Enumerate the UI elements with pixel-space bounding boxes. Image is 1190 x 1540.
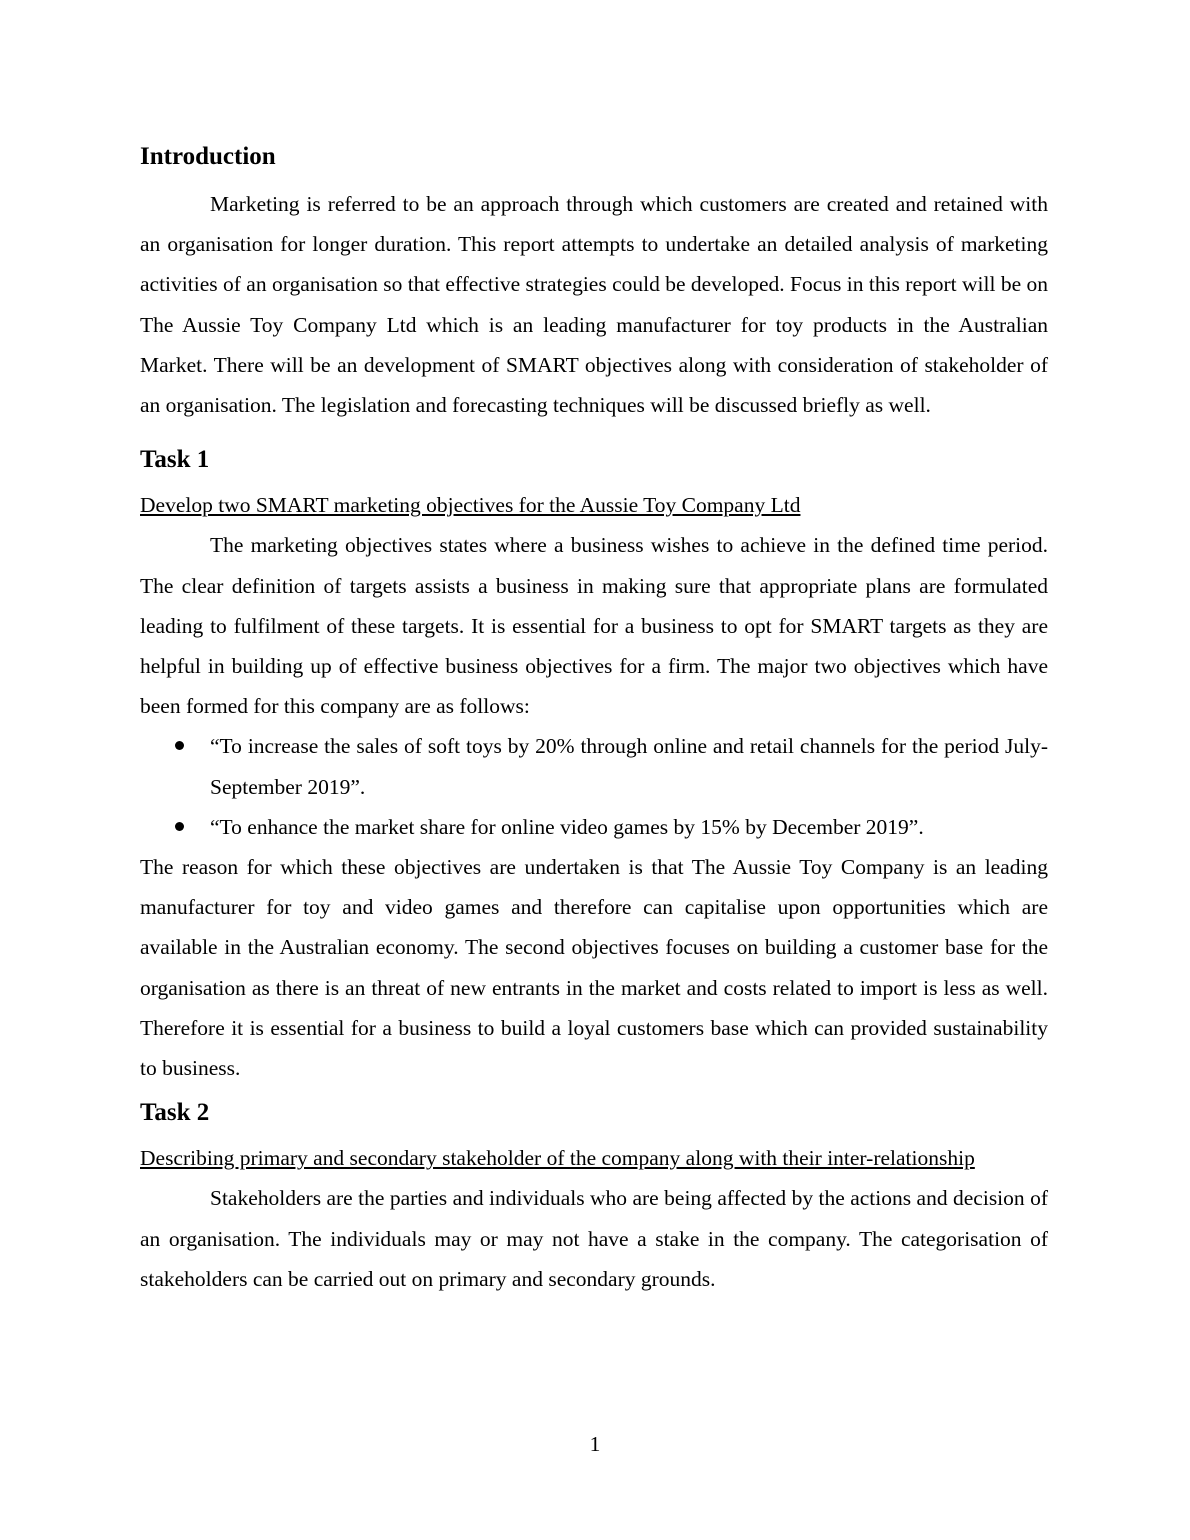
- task2-heading: Task 2: [140, 1099, 210, 1127]
- bullet-icon: [175, 741, 184, 750]
- task2-paragraph: Stakeholders are the parties and individuals who are being affected by the actions and decision of an organisation. The individuals may or may not have a stake in the company. The categorisation of stakeholders can be carried out on primary and secondary grounds.: [140, 1186, 1048, 1291]
- introduction-paragraph: Marketing is referred to be an approach through which customers are created and retained with an organisation for longer duration. This report attempts to undertake an detailed analysis of marketing activities of an organisation so that effective strategies could be developed. Focus in this report will be on The Aussie Toy Company Ltd which is an leading manufacturer for toy products in the Australian Market. There will be an development of SMART objectives along with consideration of stakeholder of an organisation. The legislation and forecasting techniques will be discussed briefly as well.: [140, 192, 1048, 418]
- task1-paragraph: The marketing objectives states where a business wishes to achieve in the defined time period. The clear definition of targets assists a business in making sure that appropriate plans are formulated leading to fulfilment of these targets. It is essential for a business to opt for SMART targets as they are helpful in building up of effective business objectives for a firm. The major two objectives which have been formed for this company are as follows:: [140, 533, 1048, 719]
- page-number: 1: [589, 1432, 601, 1456]
- list-item: [140, 807, 1048, 847]
- list-item: [140, 726, 1048, 806]
- bullet-icon: [175, 822, 184, 831]
- task1-subheading: Develop two SMART marketing objectives for the Aussie Toy Company Ltd: [140, 493, 801, 518]
- objective-text: “To increase the sales of soft toys by 20% through online and retail channels for the period July-September 2019”.: [210, 734, 1048, 799]
- introduction-heading: Introduction: [140, 143, 276, 170]
- task2-subheading: Describing primary and secondary stakeholder of the company along with their inter-relationship: [140, 1146, 975, 1171]
- objectives-list: [140, 726, 1048, 847]
- task1-heading: Task 1: [140, 446, 210, 474]
- task1-closing-paragraph: The reason for which these objectives are undertaken is that The Aussie Toy Company is an leading manufacturer for toy and video games and therefore can capitalise upon opportunities which are available in the Australian economy. The second objectives focuses on building a customer base for the organisation as there is an threat of new entrants in the market and costs related to import is less as well. Therefore it is essential for a business to build a loyal customers base which can provided sustainability to business.: [140, 855, 1048, 1081]
- document-page: [140, 138, 1048, 1299]
- objective-text: “To enhance the market share for online video games by 15% by December 2019”.: [210, 814, 924, 839]
